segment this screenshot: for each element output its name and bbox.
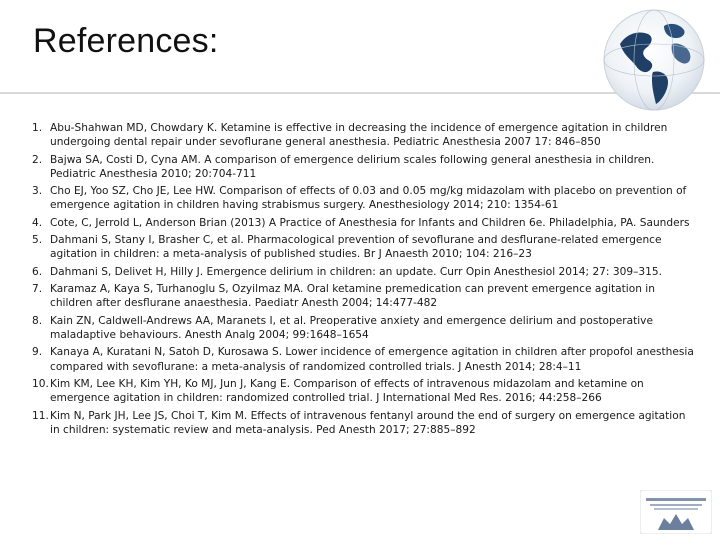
- reference-text: Kim KM, Lee KH, Kim YH, Ko MJ, Jun J, Kang E. Comparison of effects of intravenous midazolam and ketamine on emergence agitation in children: randomized controlled trial. J International Med Res. 2016; 44:258–266: [50, 377, 644, 405]
- reference-text: Karamaz A, Kaya S, Turhanoglu S, Ozyilmaz MA. Oral ketamine premedication can prevent emergence agitation in children after desflurane anaesthesia. Paediatr Anesth 2004; 14:477-482: [50, 283, 655, 310]
- reference-item: [32, 184, 698, 212]
- reference-number: 1.: [32, 122, 43, 134]
- society-logo-icon: [640, 490, 712, 534]
- reference-text: Dahmani S, Delivet H, Hilly J. Emergence delirium in children: an update. Curr Opin Anesthesiol 2014; 27: 309–315.: [50, 265, 662, 278]
- reference-item: [32, 314, 698, 342]
- reference-number: 9.: [32, 346, 43, 359]
- reference-text: Kim N, Park JH, Lee JS, Choi T, Kim M. Effects of intravenous fentanyl around the end of surgery on emergence agitation in children: systematic review and meta-analysis. Ped Anesth 2017; 27:885–892: [50, 409, 686, 436]
- reference-item: [32, 409, 698, 437]
- reference-item: [32, 121, 698, 149]
- reference-number: 10.: [32, 377, 49, 390]
- reference-item: [32, 153, 698, 181]
- reference-item: [32, 282, 698, 310]
- reference-item: [32, 216, 698, 230]
- reference-item: [32, 377, 698, 405]
- reference-text: Dahmani S, Stany I, Brasher C, et al. Pharmacological prevention of sevoflurane and desflurane-related emergence agitation in children: a meta-analysis of published studies. Br J Anaesth 2010; 104: 216–23: [50, 234, 662, 261]
- reference-number: 6.: [32, 265, 43, 278]
- reference-text: Bajwa SA, Costi D, Cyna AM. A comparison of emergence delirium scales following general anesthesia in children. Pediatric Anesthesia 2010; 20:704-711: [50, 153, 655, 180]
- reference-list: [32, 121, 698, 440]
- reference-number: 2.: [32, 153, 43, 166]
- reference-text: Cote, C, Jerrold L, Anderson Brian (2013) A Practice of Anesthesia for Infants and Children 6e. Philadelphia, PA. Saunders: [50, 216, 690, 229]
- reference-number: 5.: [32, 234, 43, 247]
- page-title: References:: [33, 22, 219, 60]
- reference-number: 11.: [32, 409, 49, 422]
- reference-number: 3.: [32, 185, 43, 198]
- reference-item: [32, 233, 698, 261]
- reference-text: Kain ZN, Caldwell-Andrews AA, Maranets I, et al. Preoperative anxiety and emergence delirium and postoperative maladaptive behaviours. Anesth Analg 2004; 99:1648–1654: [50, 314, 653, 341]
- reference-text: Cho EJ, Yoo SZ, Cho JE, Lee HW. Comparison of effects of 0.03 and 0.05 mg/kg midazolam with placebo on prevention of emergence agitation in children having strabismus surgery. Anesthesiology 2014; 210: 1354-61: [50, 185, 687, 212]
- reference-text: Abu-Shahwan MD, Chowdary K. Ketamine is effective in decreasing the incidence of emergence agitation in children undergoing dental repair under sevoflurane general anesthesia. Pediatric Anesthesia 2007 17: 846–850: [50, 122, 668, 149]
- globe-icon: [598, 4, 706, 116]
- reference-item: [32, 265, 698, 279]
- reference-number: 4.: [32, 216, 43, 229]
- reference-number: 7.: [32, 283, 43, 296]
- reference-number: 8.: [32, 314, 43, 327]
- reference-item: [32, 345, 698, 373]
- reference-text: Kanaya A, Kuratani N, Satoh D, Kurosawa S. Lower incidence of emergence agitation in children after propofol anesthesia compared with sevoflurane: a meta-analysis of randomized controlled trials. J Anesth 2014; 28:4–11: [50, 346, 694, 373]
